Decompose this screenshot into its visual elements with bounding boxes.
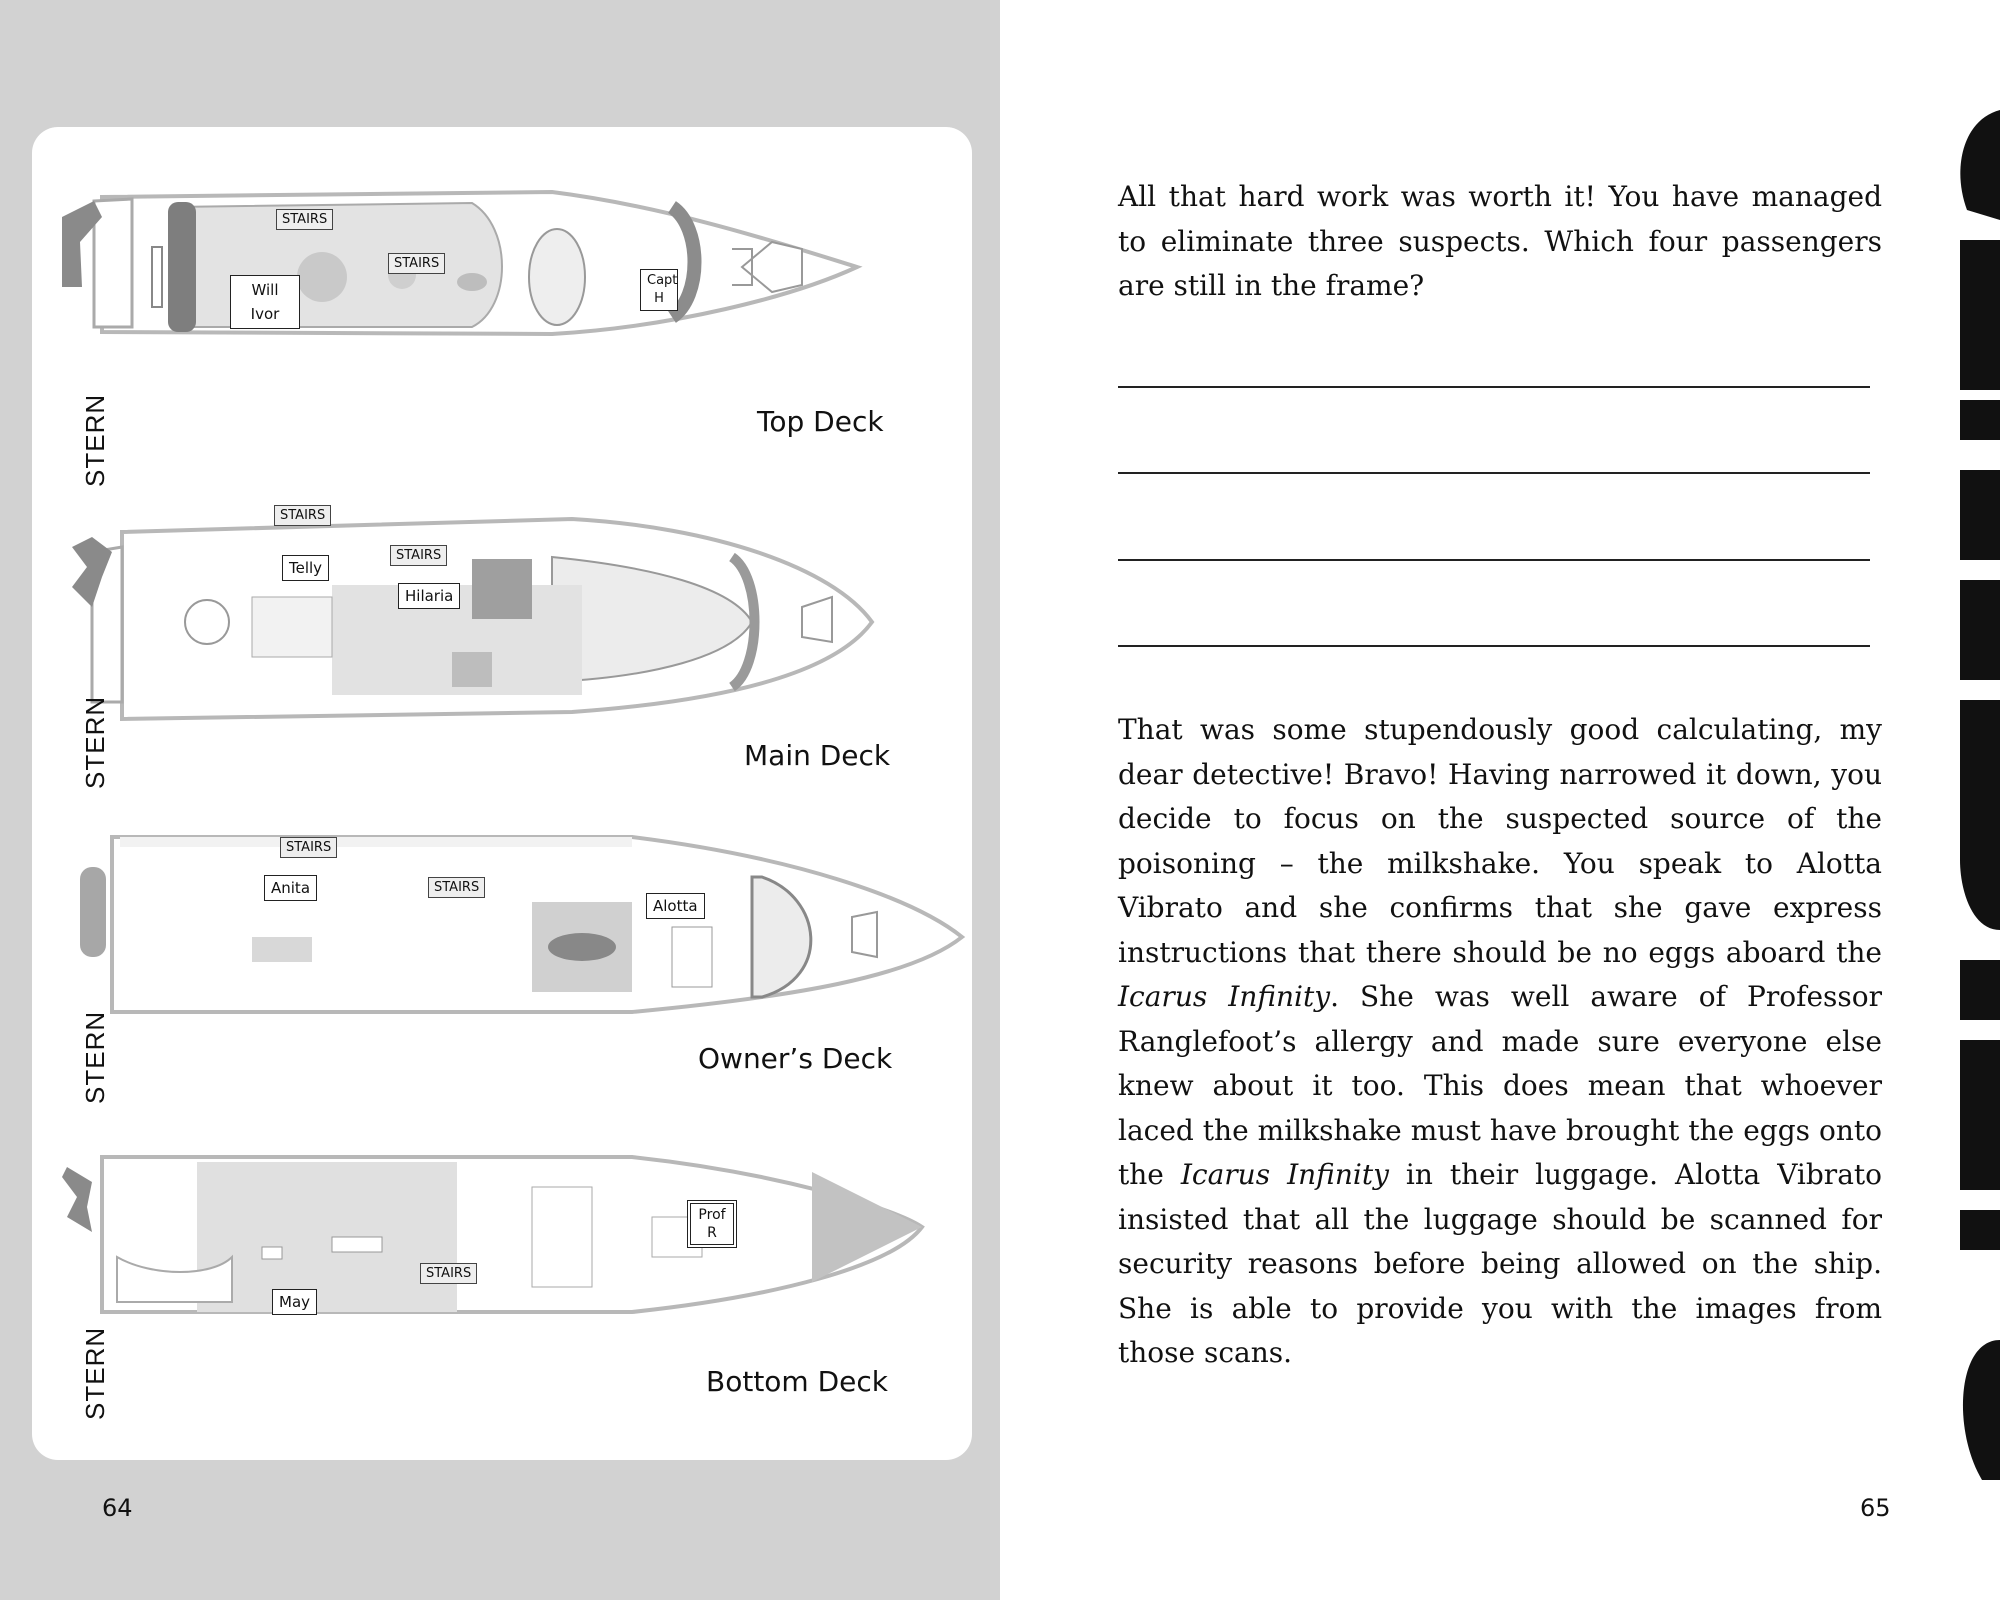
bottom-deck	[32, 1127, 972, 1460]
passenger-tag-telly: Telly	[282, 555, 329, 581]
page-number-right: 65	[1860, 1494, 1891, 1522]
top-deck-plan	[32, 187, 972, 487]
tag-line: H	[654, 291, 664, 306]
tag-line: Will	[251, 281, 279, 299]
tag-line: Ivor	[250, 305, 280, 323]
stern-label: STERN	[80, 1326, 110, 1420]
answer-line[interactable]	[1118, 472, 1870, 474]
stairs-label: STAIRS	[420, 1263, 477, 1284]
paragraph-part: . She was well aware of Professor Ranglefoot’s allergy and made sure everyone else knew about it too. This does mean that whoever laced the milkshake must have brought the eggs onto the	[1118, 980, 1883, 1191]
tag-line: R	[707, 1225, 717, 1241]
chapter-title-decoration	[1942, 100, 2000, 1480]
main-deck-plan	[32, 497, 972, 827]
deck-name: Bottom Deck	[706, 1365, 888, 1398]
stairs-label: STAIRS	[388, 253, 445, 274]
top-deck	[32, 187, 972, 487]
page-number-left: 64	[102, 1494, 133, 1522]
stairs-label: STAIRS	[276, 209, 333, 230]
passenger-tag-may: May	[272, 1289, 317, 1315]
ship-name: Icarus Infinity	[1180, 1158, 1389, 1191]
answer-line[interactable]	[1118, 386, 1870, 388]
passenger-tag-anita: Anita	[264, 875, 317, 901]
chapter-title-shape	[1942, 100, 2000, 1480]
passenger-tag-prof-r	[687, 1200, 737, 1248]
bottom-deck-plan	[32, 1127, 972, 1460]
stern-label: STERN	[80, 1010, 110, 1104]
story-paragraph	[1118, 708, 1882, 1376]
main-deck	[32, 497, 972, 827]
paragraph-part: in their luggage. Alotta Vibrato insisted that all the luggage should be scanned for security reasons before being allowed on the ship. She is able to provide you with the images from those scans.	[1118, 1158, 1882, 1369]
tag-line: Prof	[698, 1207, 726, 1223]
paragraph-part: That was some stupendously good calculating, my dear detective! Bravo! Having narrowed it down, you decide to focus on the suspected source of the poisoning – the milkshake. You speak to Alotta Vibrato and she confirms that she gave express instructions that there should be no eggs aboard the	[1118, 713, 1882, 969]
deck-name: Top Deck	[757, 405, 884, 438]
deck-name: Main Deck	[744, 739, 891, 772]
answer-line[interactable]	[1118, 645, 1870, 647]
passenger-tag-alotta: Alotta	[646, 893, 705, 919]
ship-name: Icarus Infinity	[1118, 980, 1331, 1013]
answer-line[interactable]	[1118, 559, 1870, 561]
question-text: All that hard work was worth it! You have managed to eliminate three suspects. Which four passengers are still in the frame?	[1118, 180, 1882, 302]
stairs-label: STAIRS	[390, 545, 447, 566]
passenger-tag-hilaria: Hilaria	[398, 583, 460, 609]
stern-label: STERN	[80, 695, 110, 789]
tag-line: Capt	[647, 273, 678, 288]
deck-name: Owner’s Deck	[698, 1042, 893, 1075]
passenger-tag-will-ivor	[230, 275, 300, 329]
passenger-tag-capt-h	[640, 269, 678, 311]
stairs-label: STAIRS	[280, 837, 337, 858]
stern-label: STERN	[80, 393, 110, 487]
stairs-label: STAIRS	[274, 505, 331, 526]
owners-deck	[32, 827, 972, 1117]
stairs-label: STAIRS	[428, 877, 485, 898]
deck-plan-card	[32, 127, 972, 1460]
